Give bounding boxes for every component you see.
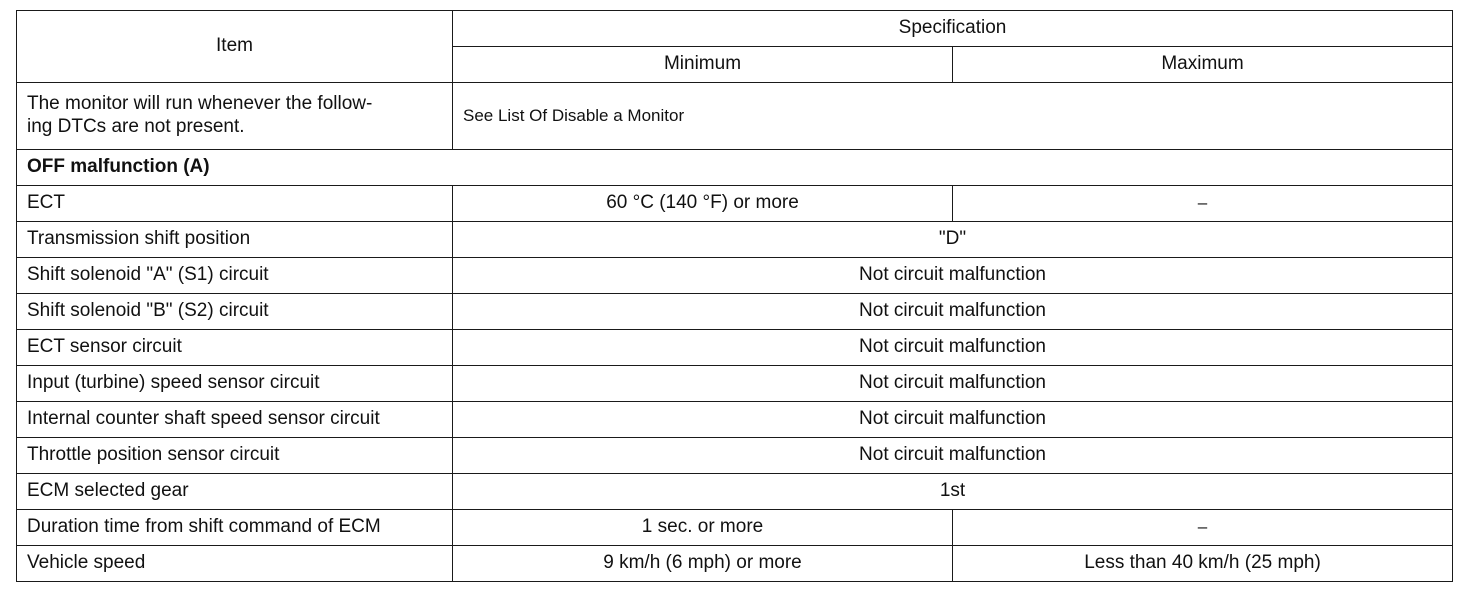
row-spec: Not circuit malfunction <box>453 402 1453 438</box>
table-row <box>17 258 1453 294</box>
table-row <box>17 366 1453 402</box>
row-item: Vehicle speed <box>17 546 453 582</box>
table-row-monitor <box>17 83 1453 150</box>
row-spec: Not circuit malfunction <box>453 366 1453 402</box>
table-row <box>17 330 1453 366</box>
table-row <box>17 510 1453 546</box>
table-row <box>17 546 1453 582</box>
row-minimum: 9 km/h (6 mph) or more <box>453 546 953 582</box>
header-maximum: Maximum <box>953 47 1453 83</box>
table-row <box>17 402 1453 438</box>
row-item: Duration time from shift command of ECM <box>17 510 453 546</box>
row-item: ECT <box>17 186 453 222</box>
table-row <box>17 474 1453 510</box>
row-maximum: – <box>953 510 1453 546</box>
row-item: Transmission shift position <box>17 222 453 258</box>
row-spec: 1st <box>453 474 1453 510</box>
table-row-section <box>17 150 1453 186</box>
row-spec: Not circuit malfunction <box>453 438 1453 474</box>
row-item: Throttle position sensor circuit <box>17 438 453 474</box>
row-minimum: 1 sec. or more <box>453 510 953 546</box>
header-item: Item <box>17 11 453 83</box>
row-maximum: Less than 40 km/h (25 mph) <box>953 546 1453 582</box>
row-item: ECT sensor circuit <box>17 330 453 366</box>
table-row <box>17 294 1453 330</box>
row-item: ECM selected gear <box>17 474 453 510</box>
header-minimum: Minimum <box>453 47 953 83</box>
row-item: Shift solenoid "A" (S1) circuit <box>17 258 453 294</box>
row-minimum: 60 °C (140 °F) or more <box>453 186 953 222</box>
row-spec: Not circuit malfunction <box>453 330 1453 366</box>
row-maximum: – <box>953 186 1453 222</box>
row-spec: Not circuit malfunction <box>453 294 1453 330</box>
row-item: Shift solenoid "B" (S2) circuit <box>17 294 453 330</box>
table-row <box>17 222 1453 258</box>
monitor-condition-cell <box>17 83 453 150</box>
specification-table <box>16 10 1453 582</box>
monitor-spec-cell: See List Of Disable a Monitor <box>453 83 1453 150</box>
row-spec: Not circuit malfunction <box>453 258 1453 294</box>
table-row <box>17 438 1453 474</box>
row-item: Input (turbine) speed sensor circuit <box>17 366 453 402</box>
row-spec: "D" <box>453 222 1453 258</box>
monitor-condition-line-1: The monitor will run whenever the follow- <box>27 93 373 115</box>
header-specification: Specification <box>453 11 1453 47</box>
monitor-condition-line-2: ing DTCs are not present. <box>27 116 245 137</box>
section-heading: OFF malfunction (A) <box>17 150 1453 186</box>
table-header-row <box>17 11 1453 47</box>
table-row <box>17 186 1453 222</box>
row-item: Internal counter shaft speed sensor circuit <box>17 402 453 438</box>
